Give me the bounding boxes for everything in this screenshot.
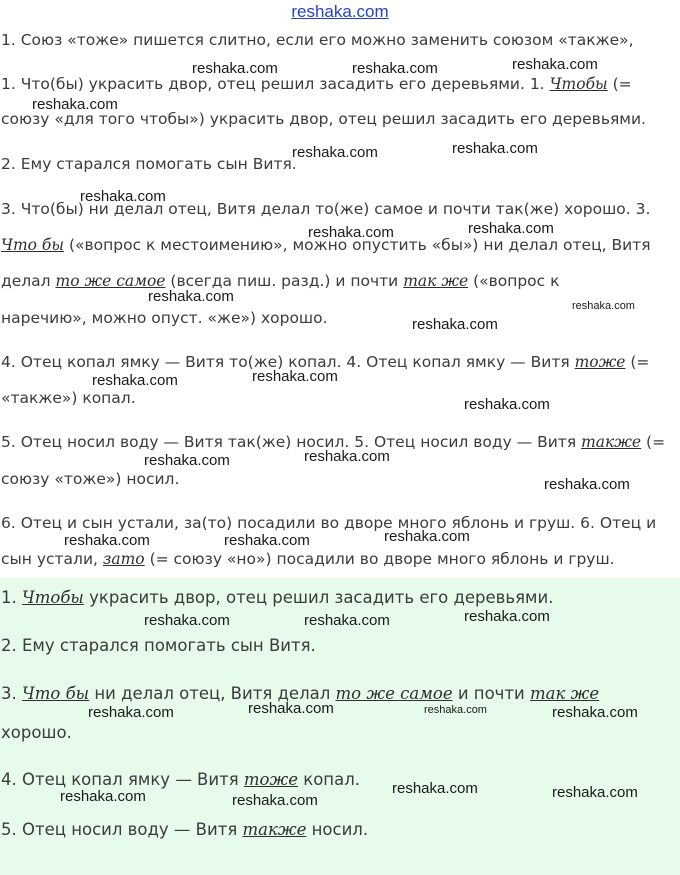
answer-5-word: также xyxy=(242,820,307,839)
answer-3-text-1: ни делал отец, Витя делал xyxy=(94,684,331,703)
watermark: reshaka.com xyxy=(544,476,630,493)
item-1-line-2: союзу «для того чтобы») украсить двор, отец решил засадить его деревьями. xyxy=(1,110,646,128)
item-3-line-4: наречию», можно опуст. «же») хорошо. xyxy=(1,309,328,327)
item-6-text-c: (= союзу «но») посадили во дворе много яблонь и груш. xyxy=(149,550,615,568)
item-1-answer-word: Чтобы xyxy=(549,75,608,93)
answer-3-word-3: так же xyxy=(530,684,600,703)
watermark: reshaka.com xyxy=(392,780,478,797)
answer-3-word-1: Что бы xyxy=(22,684,90,703)
item-5-line-2: союзу «тоже») носил. xyxy=(1,470,180,488)
watermark: reshaka.com xyxy=(60,788,146,805)
item-1-text-a: 1. Что(бы) украсить двор, отец решил засадить его деревьями. 1. xyxy=(1,75,545,93)
watermark: reshaka.com xyxy=(88,704,174,721)
item-4-answer-word: тоже xyxy=(574,353,626,371)
watermark: reshaka.com xyxy=(292,144,378,161)
watermark: reshaka.com xyxy=(424,704,487,716)
watermark: reshaka.com xyxy=(144,612,230,629)
item-3-answer-word-3: так же xyxy=(403,272,469,290)
item-3-text-c: (всегда пиш. разд.) и почти xyxy=(170,272,399,290)
answer-1-text: украсить двор, отец решил засадить его деревьями. xyxy=(89,588,554,607)
item-3-line-1: 3. Что(бы) ни делал отец, Витя делал то(же) самое и почти так(же) хорошо. 3. xyxy=(1,200,651,218)
watermark: reshaka.com xyxy=(464,608,550,625)
answer-4-text-c: копал. xyxy=(303,770,361,789)
watermark: reshaka.com xyxy=(452,140,538,157)
answer-3-line-2: хорошо. xyxy=(1,723,72,742)
answer-5-line xyxy=(1,812,677,848)
item-2-line: 2. Ему старался помогать сын Витя. xyxy=(1,155,297,173)
item-3-text-a: делал xyxy=(1,272,51,290)
answer-1-word: Чтобы xyxy=(22,588,84,607)
item-3-answer-word-2: то же самое xyxy=(55,272,166,290)
watermark: reshaka.com xyxy=(468,220,554,237)
item-3-text-b: («вопрос к местоимению», можно опустить «бы») ни делал отец, Витя xyxy=(68,236,651,254)
watermark: reshaka.com xyxy=(308,224,394,241)
item-6-line-1: 6. Отец и сын устали, за(то) посадили во дворе много яблонь и груш. 6. Отец и xyxy=(1,514,657,532)
item-4-text-c: (= xyxy=(630,353,650,371)
watermark: reshaka.com xyxy=(572,300,635,312)
item-6-text-a: сын устали, xyxy=(1,550,98,568)
watermark: reshaka.com xyxy=(64,532,150,549)
answer-5-text-c: носил. xyxy=(311,820,369,839)
watermark: reshaka.com xyxy=(248,700,334,717)
answer-3-word-2: то же самое xyxy=(335,684,453,703)
watermark: reshaka.com xyxy=(32,96,118,113)
watermark: reshaka.com xyxy=(80,188,166,205)
watermark: reshaka.com xyxy=(552,784,638,801)
item-4-line-2: «также») копал. xyxy=(1,389,136,407)
rule-text: 1. Союз «тоже» пишется слитно, если его можно заменить союзом «также», xyxy=(1,31,634,49)
answer-4-word: тоже xyxy=(243,770,298,789)
watermark: reshaka.com xyxy=(304,612,390,629)
watermark: reshaka.com xyxy=(192,60,278,77)
watermark: reshaka.com xyxy=(552,704,638,721)
watermark: reshaka.com xyxy=(144,452,230,469)
answer-3-num: 3. xyxy=(1,684,17,703)
watermark: reshaka.com xyxy=(384,528,470,545)
answer-1-num: 1. xyxy=(1,588,17,607)
item-5-text-a: 5. Отец носил воду — Витя так(же) носил. 5. Отец носил воду — Витя xyxy=(1,433,577,451)
item-4-text-a: 4. Отец копал ямку — Витя то(же) копал. 4. Отец копал ямку — Витя xyxy=(1,353,570,371)
watermark: reshaka.com xyxy=(148,288,234,305)
answer-3-text-2: и почти xyxy=(457,684,525,703)
watermark: reshaka.com xyxy=(464,396,550,413)
item-5-text-c: (= xyxy=(646,433,666,451)
watermark: reshaka.com xyxy=(252,368,338,385)
answer-1-line xyxy=(1,580,677,616)
watermark: reshaka.com xyxy=(92,372,178,389)
item-6-answer-word: зато xyxy=(102,550,145,568)
site-header-link[interactable]: reshaka.com xyxy=(291,2,389,21)
watermark: reshaka.com xyxy=(512,56,598,73)
answer-5-text-a: 5. Отец носил воду — Витя xyxy=(1,820,238,839)
watermark: reshaka.com xyxy=(224,532,310,549)
watermark: reshaka.com xyxy=(412,316,498,333)
item-3-answer-word-1: Что бы xyxy=(1,236,65,254)
item-3-text-e: («вопрос к xyxy=(473,272,560,290)
item-1-text-c: (= xyxy=(612,75,632,93)
item-3-line-3 xyxy=(1,263,677,299)
watermark: reshaka.com xyxy=(352,60,438,77)
watermark: reshaka.com xyxy=(304,448,390,465)
answer-4-text-a: 4. Отец копал ямку — Витя xyxy=(1,770,239,789)
answer-2-line: 2. Ему старался помогать сын Витя. xyxy=(1,636,316,655)
watermark: reshaka.com xyxy=(232,792,318,809)
item-5-answer-word: также xyxy=(581,433,642,451)
